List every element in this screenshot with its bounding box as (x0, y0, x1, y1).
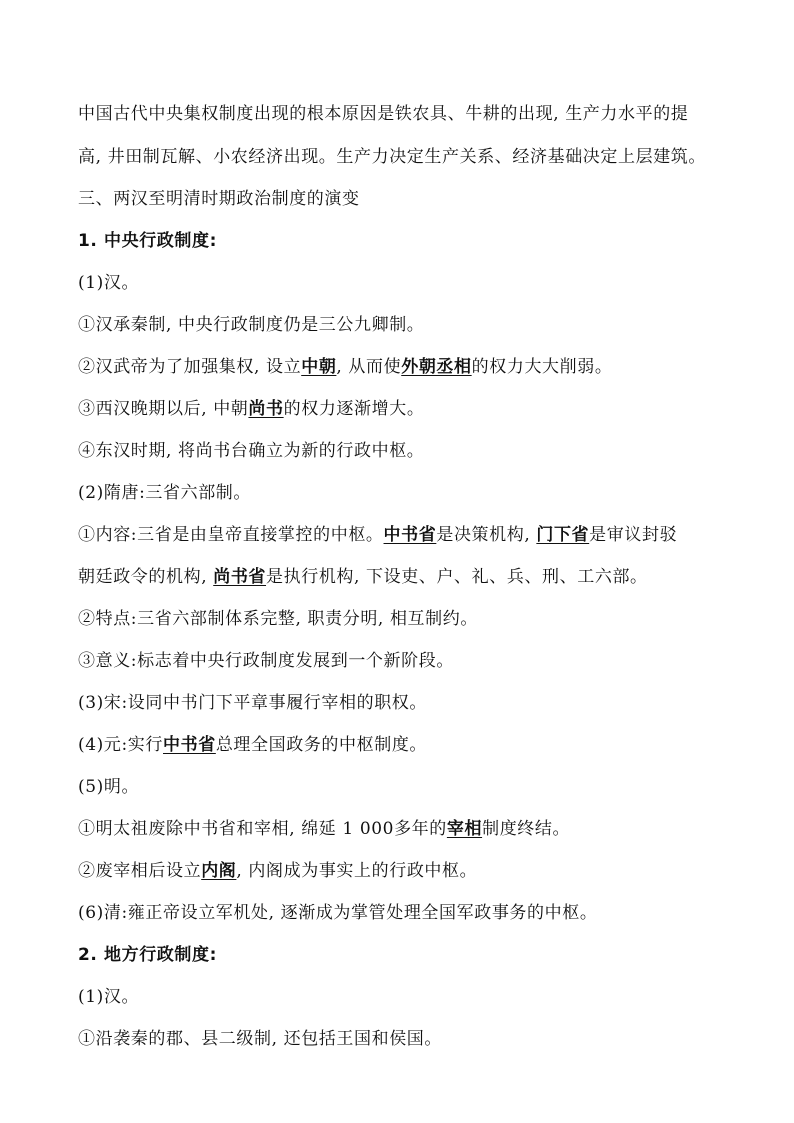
paragraph-line: 中国古代中央集权制度出现的根本原因是铁农具、牛耕的出现, 生产力水平的提 (78, 104, 689, 124)
paragraph-line: ①汉承秦制, 中央行政制度仍是三公九卿制。 (78, 315, 425, 335)
subsection-heading: 2. 地方行政制度: (78, 945, 218, 965)
paragraph-line: 高, 井田制瓦解、小农经济出现。生产力决定生产关系、经济基础决定上层建筑。 (78, 147, 707, 167)
paragraph-line: ②废宰相后设立内阁, 内阁成为事实上的行政中枢。 (78, 861, 478, 881)
subsection-heading: 1. 中央行政制度: (78, 231, 218, 251)
paragraph-line: (1)汉。 (78, 987, 140, 1007)
paragraph-line: ①沿袭秦的郡、县二级制, 还包括王国和侯国。 (78, 1029, 443, 1049)
paragraph-line: (4)元:实行中书省总理全国政务的中枢制度。 (78, 735, 428, 755)
key-term: 尚书省 (213, 567, 267, 587)
section-heading: 三、两汉至明清时期政治制度的演变 (78, 189, 360, 209)
key-term: 宰相 (446, 819, 483, 839)
paragraph-line: 朝廷政令的机构, 尚书省是执行机构, 下设吏、户、礼、兵、刑、工六部。 (78, 567, 648, 587)
paragraph-line: ③意义:标志着中央行政制度发展到一个新阶段。 (78, 651, 454, 671)
paragraph-line: ①内容:三省是由皇帝直接掌控的中枢。中书省是决策机构, 门下省是审议封驳 (78, 525, 678, 545)
key-term: 中书省 (163, 735, 216, 755)
key-term: 尚书 (248, 399, 284, 419)
key-term: 内阁 (201, 861, 237, 881)
paragraph-line: ③西汉晚期以后, 中朝尚书的权力逐渐增大。 (78, 399, 425, 419)
key-term: 中书省 (383, 525, 437, 545)
key-term: 中朝 (301, 357, 337, 377)
paragraph-line: ④东汉时期, 将尚书台确立为新的行政中枢。 (78, 441, 425, 461)
paragraph-line: (2)隋唐:三省六部制。 (78, 483, 252, 503)
paragraph-line: (1)汉。 (78, 273, 140, 293)
paragraph-line: (6)清:雍正帝设立军机处, 逐渐成为掌管处理全国军政事务的中枢。 (78, 903, 598, 923)
key-term: 外朝丞相 (401, 357, 472, 377)
paragraph-line: ②汉武帝为了加强集权, 设立中朝, 从而使外朝丞相的权力大大削弱。 (78, 357, 613, 377)
key-term: 门下省 (536, 525, 590, 545)
paragraph-line: (3)宋:设同中书门下平章事履行宰相的职权。 (78, 693, 428, 713)
paragraph-line: ②特点:三省六部制体系完整, 职责分明, 相互制约。 (78, 609, 478, 629)
paragraph-line: (5)明。 (78, 777, 140, 797)
paragraph-line: ①明太祖废除中书省和宰相, 绵延 1 000多年的宰相制度终结。 (78, 819, 571, 839)
